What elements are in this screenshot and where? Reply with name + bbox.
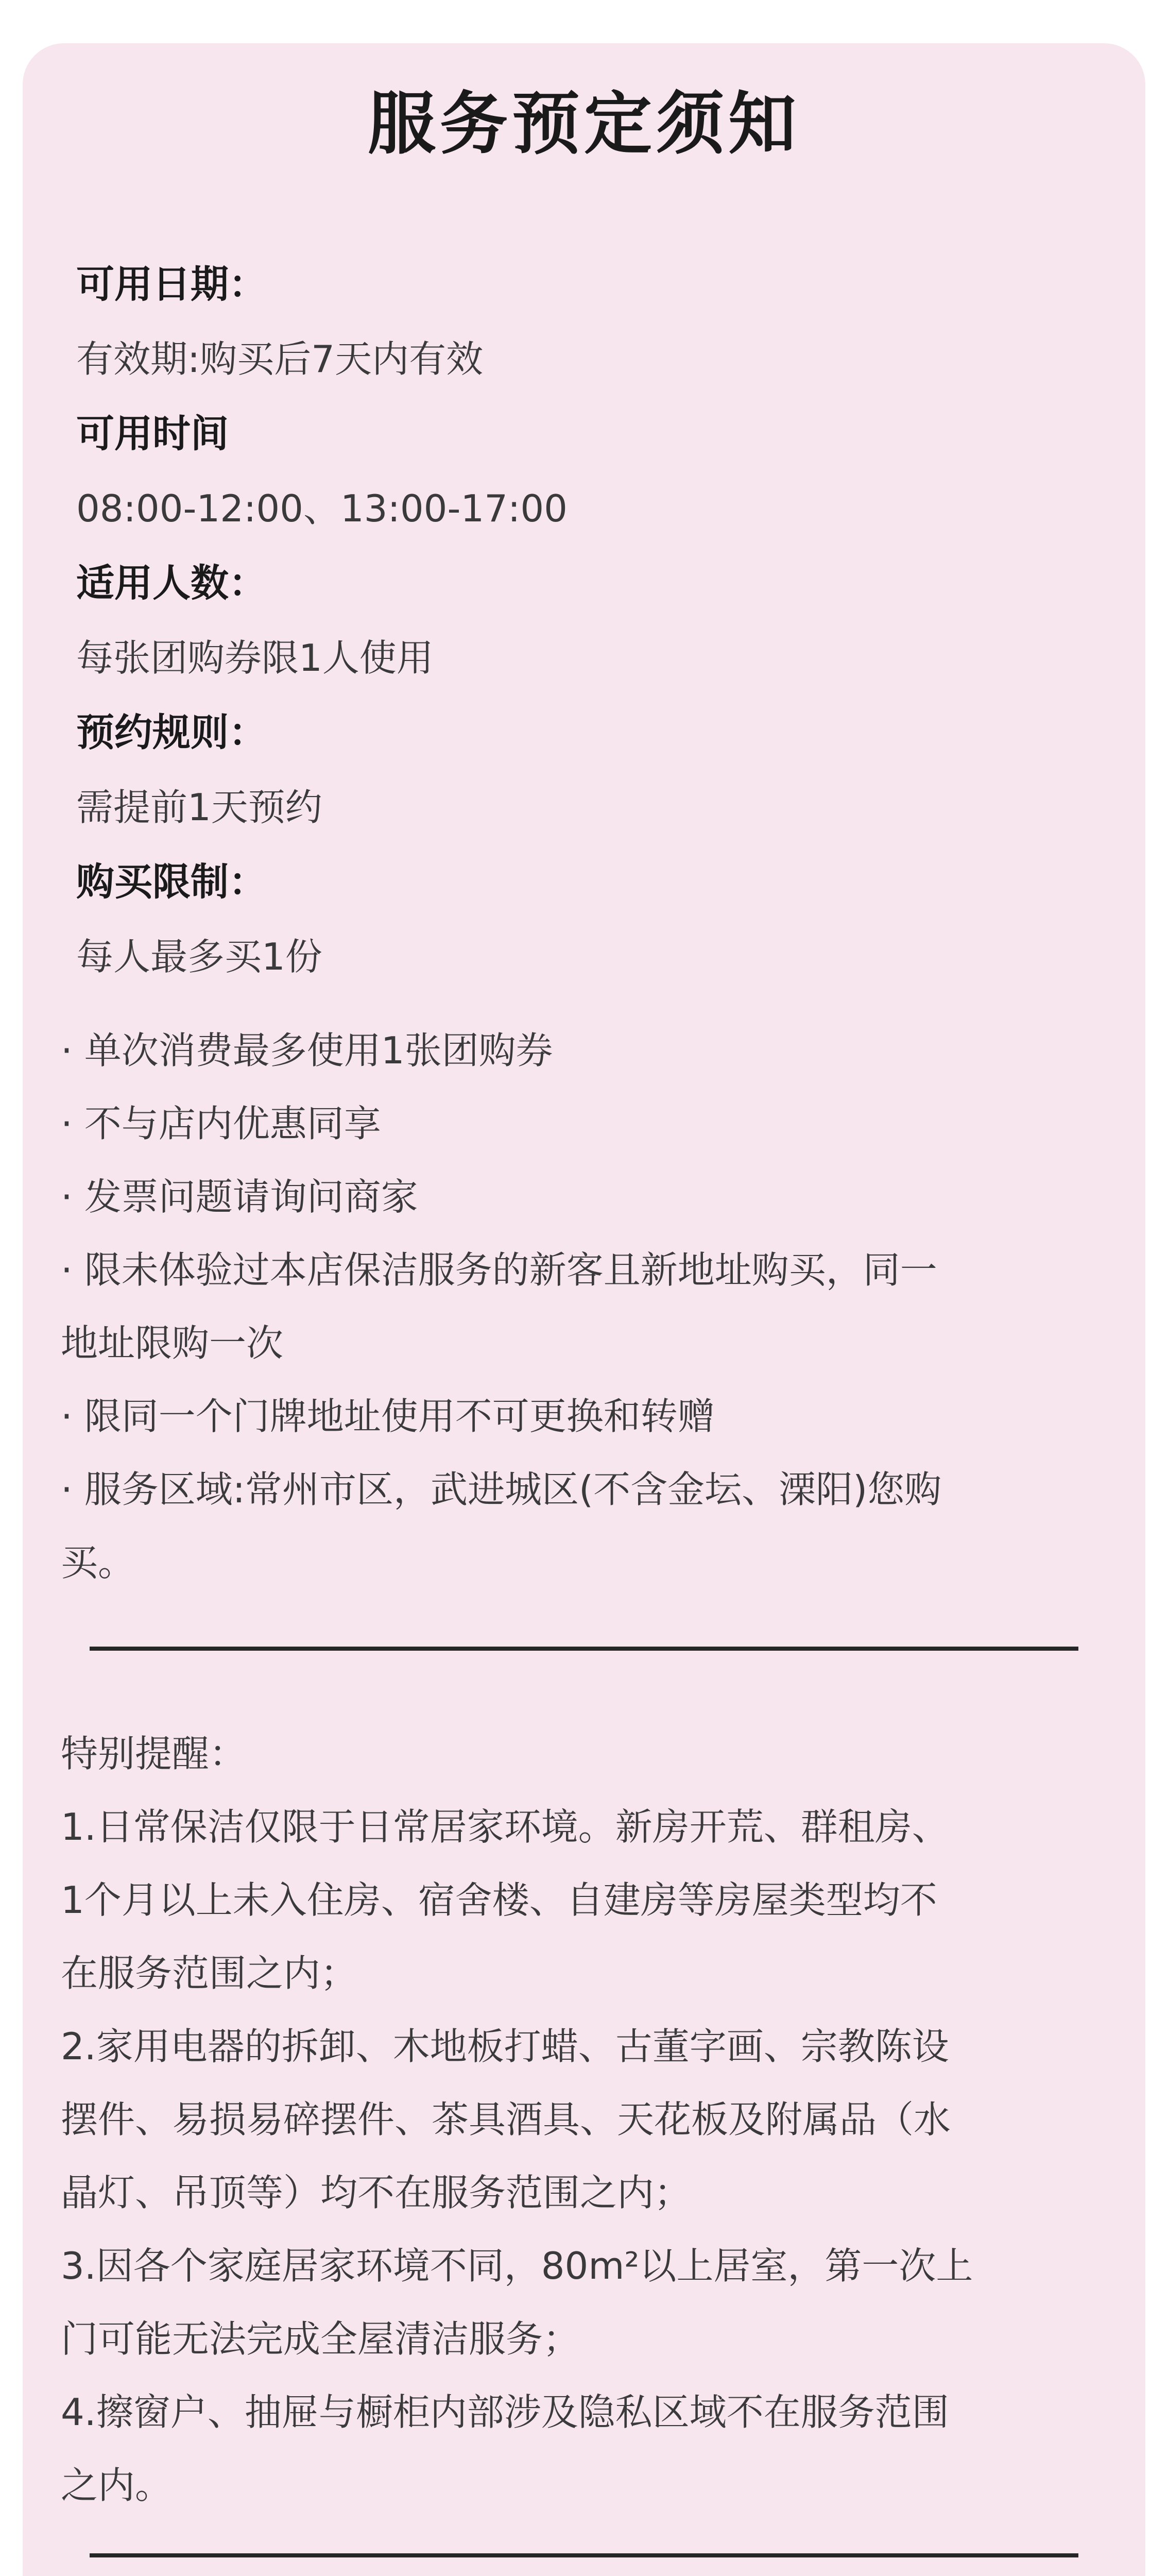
list-item: 3.因各个家庭居家环境不同，80m²以上居室，第一次上 — [61, 2244, 973, 2287]
special-reminder-section — [61, 1717, 1096, 2522]
divider — [90, 1647, 1078, 1651]
section-heading: 特别提醒： — [61, 1732, 247, 1775]
list-item: 之内。 — [61, 2464, 173, 2507]
list-item: 2.家用电器的拆卸、木地板打蜡、古董字画、宗教陈设 — [61, 2025, 949, 2068]
list-item: 晶灯、吊顶等）均不在服务范围之内； — [61, 2171, 692, 2214]
list-item: · 发票问题请询问商家 — [61, 1175, 418, 1218]
list-item: 1.日常保洁仅限于日常居家环境。新房开荒、群租房、 — [61, 1805, 949, 1849]
page-title: 服务预定须知 — [368, 84, 800, 164]
rules-list — [61, 1014, 1091, 1599]
purchase-limit-label: 购买限制： — [76, 860, 267, 904]
applicable-people-value: 每张团购券限1人使用 — [76, 636, 434, 680]
list-item: · 限未体验过本店保洁服务的新客且新地址购买，同一 — [61, 1248, 937, 1292]
applicable-people-label: 适用人数： — [76, 561, 267, 605]
list-item: · 限同一个门牌地址使用不可更换和转赠 — [61, 1395, 715, 1438]
list-item: · 服务区域:常州市区，武进城区(不含金坛、溧阳)您购 — [61, 1468, 942, 1511]
list-item: · 不与店内优惠同享 — [61, 1102, 381, 1145]
list-item: 摆件、易损易碎摆件、茶具酒具、天花板及附属品（水 — [61, 2098, 951, 2141]
list-item: 4.擦窗户、抽屉与橱柜内部涉及隐私区域不在服务范围 — [61, 2391, 949, 2434]
list-item: 地址限购一次 — [61, 1321, 284, 1365]
available-date-label: 可用日期： — [76, 262, 267, 307]
purchase-limit-value: 每人最多买1份 — [76, 935, 322, 978]
list-item: 门可能无法完成全屋清洁服务； — [61, 2317, 580, 2361]
list-item: 在服务范围之内； — [61, 1952, 358, 1995]
booking-info — [76, 247, 1106, 994]
available-date-value: 有效期:购买后7天内有效 — [76, 337, 484, 381]
available-time-value: 08:00-12:00、13:00-17:00 — [76, 487, 568, 530]
booking-rule-label: 预约规则： — [76, 710, 267, 755]
available-time-label: 可用时间 — [76, 412, 229, 456]
list-item: 1个月以上未入住房、宿舍楼、自建房等房屋类型均不 — [61, 1878, 937, 1922]
booking-rule-value: 需提前1天预约 — [76, 786, 322, 829]
list-item: · 单次消费最多使用1张团购券 — [61, 1029, 553, 1072]
list-item: 买。 — [61, 1541, 135, 1584]
divider — [90, 2553, 1078, 2557]
